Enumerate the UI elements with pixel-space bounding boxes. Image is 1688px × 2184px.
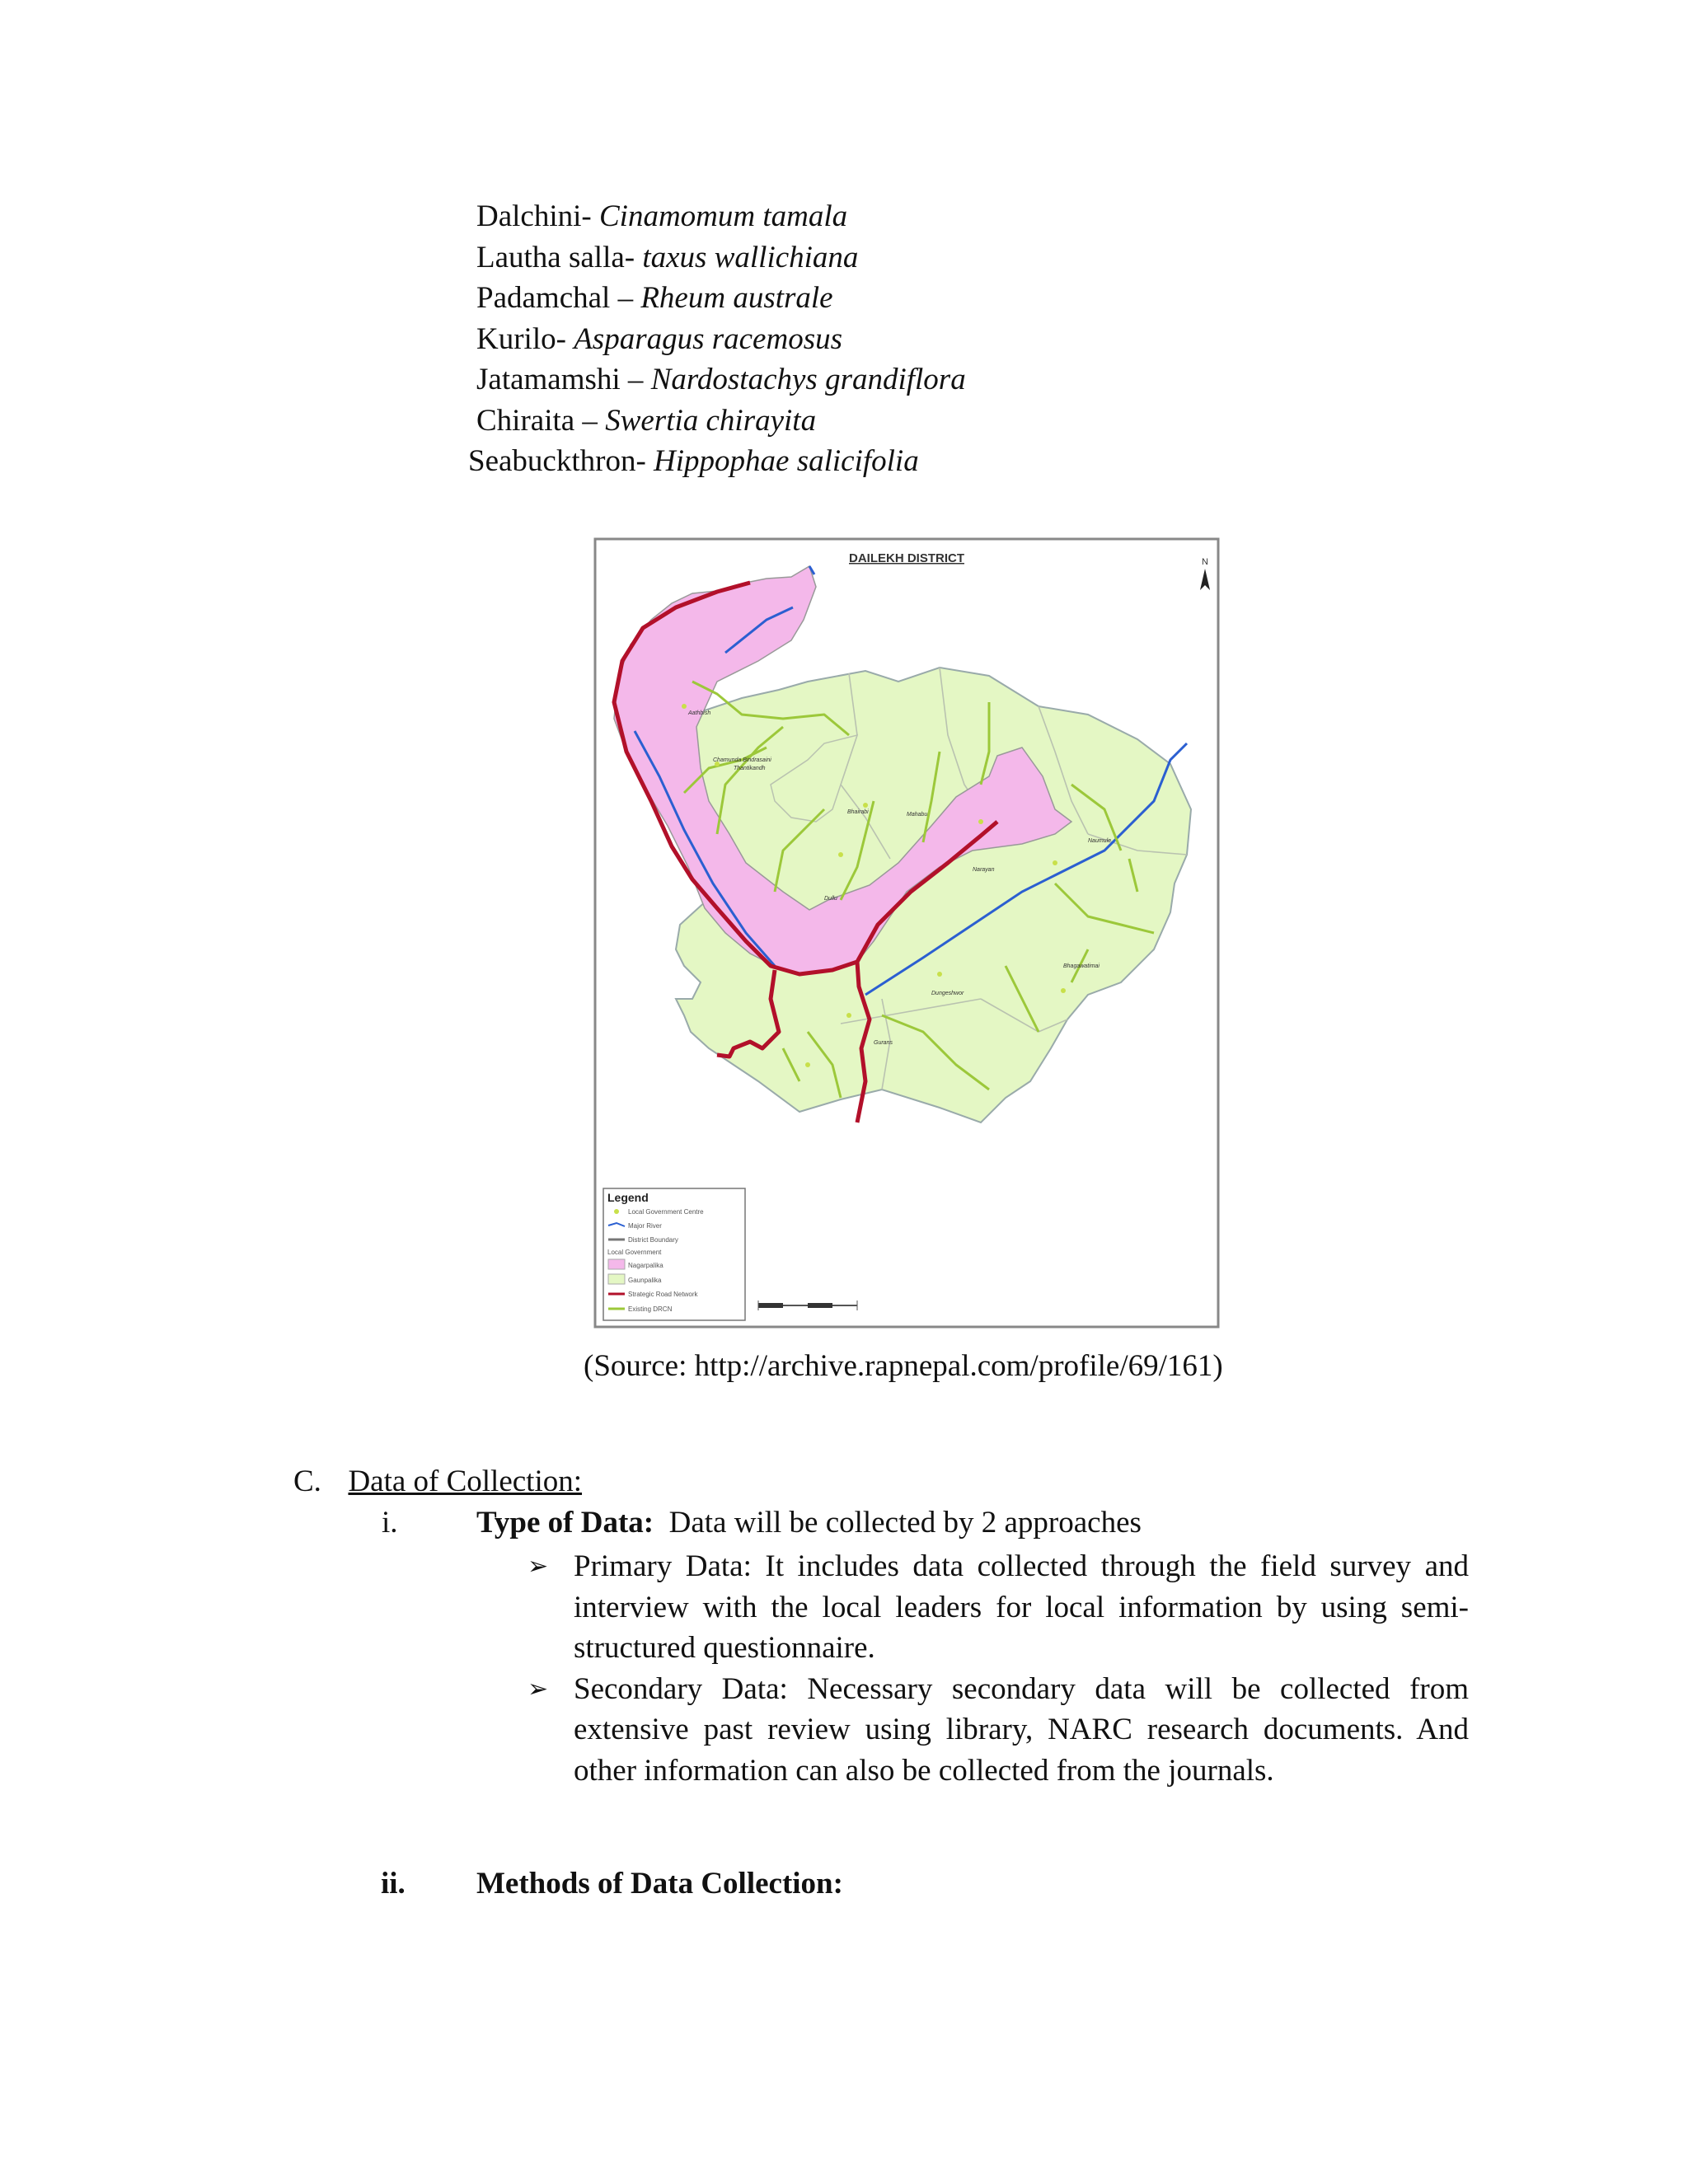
subsection-i-text: Data will be collected by 2 approaches: [654, 1506, 1142, 1540]
bullet-text: Secondary Data: Necessary secondary data will be collected from extensive past review using library, NARC research documents. And other information can also be collected from the journals.: [574, 1671, 1469, 1788]
legend-item: District Boundary: [628, 1236, 678, 1244]
district-map: [593, 537, 1220, 1329]
subsection-ii-numeral: ii.: [381, 1867, 406, 1900]
arrow-bullet-icon: ➢: [528, 1674, 549, 1704]
legend-item: Existing DRCN: [628, 1305, 673, 1313]
legend-item: Strategic Road Network: [628, 1291, 698, 1298]
legend-item: Local Government: [607, 1249, 662, 1256]
place-label: Narayan: [973, 867, 995, 873]
bullet-text: Primary Data: It includes data collected through the field survey and interview with the local leaders for local information by using semi-structured questionnaire.: [574, 1549, 1469, 1665]
place-label: Aathbish: [688, 710, 711, 716]
legend-item: Nagarpalika: [628, 1262, 663, 1269]
legend-item: Major River: [628, 1222, 662, 1230]
place-label: Naumule: [1088, 838, 1112, 844]
legend-title: Legend: [607, 1191, 649, 1204]
subsection-i-label: Type of Data:: [476, 1506, 654, 1540]
section-c-heading: [293, 1464, 582, 1499]
species-item: Lautha salla- taxus wallichiana: [476, 240, 859, 274]
species-item: Seabuckthron- Hippophae salicifolia: [468, 444, 919, 478]
district-map-figure: [593, 537, 1220, 1329]
map-legend: [603, 1188, 745, 1320]
place-label: Thantikandh: [734, 766, 766, 771]
species-item: Dalchini- Cinamomum tamala: [476, 199, 848, 233]
place-label: Bhairabi: [847, 809, 869, 815]
data-type-list: [528, 1546, 1469, 1791]
subsection-ii-heading: Methods of Data Collection:: [476, 1867, 843, 1900]
species-item: Kurilo- Asparagus racemosus: [476, 321, 842, 356]
place-label: Bhagawatimai: [1063, 963, 1100, 969]
list-item: [528, 1546, 1469, 1669]
species-item: Jatamamshi – Nardostachys grandiflora: [476, 363, 966, 396]
section-letter: C.: [293, 1465, 321, 1498]
section-title: Data of Collection:: [348, 1465, 583, 1498]
legend-item: Gaunpalika: [628, 1277, 662, 1284]
place-label: Gurans: [874, 1040, 893, 1046]
subsection-i-heading: [476, 1505, 1142, 1540]
place-label: Mahabu: [907, 812, 928, 818]
legend-item: Local Government Centre: [628, 1208, 704, 1216]
place-label: Dullu: [824, 896, 837, 902]
place-label: Dungeshwor: [931, 991, 964, 996]
north-label: N: [1202, 557, 1208, 567]
list-item: [528, 1669, 1469, 1792]
subsection-i-numeral: i.: [382, 1506, 398, 1540]
species-list: [468, 196, 966, 482]
species-item: Chiraita – Swertia chirayita: [476, 403, 817, 438]
species-item: Padamchal – Rheum australe: [476, 281, 833, 315]
map-title: DAILEKH DISTRICT: [849, 551, 964, 565]
arrow-bullet-icon: ➢: [528, 1552, 549, 1581]
place-label: Chamunda Bindrasaini: [713, 757, 771, 763]
figure-caption: (Source: http://archive.rapnepal.com/profile/69/161): [584, 1349, 1223, 1383]
